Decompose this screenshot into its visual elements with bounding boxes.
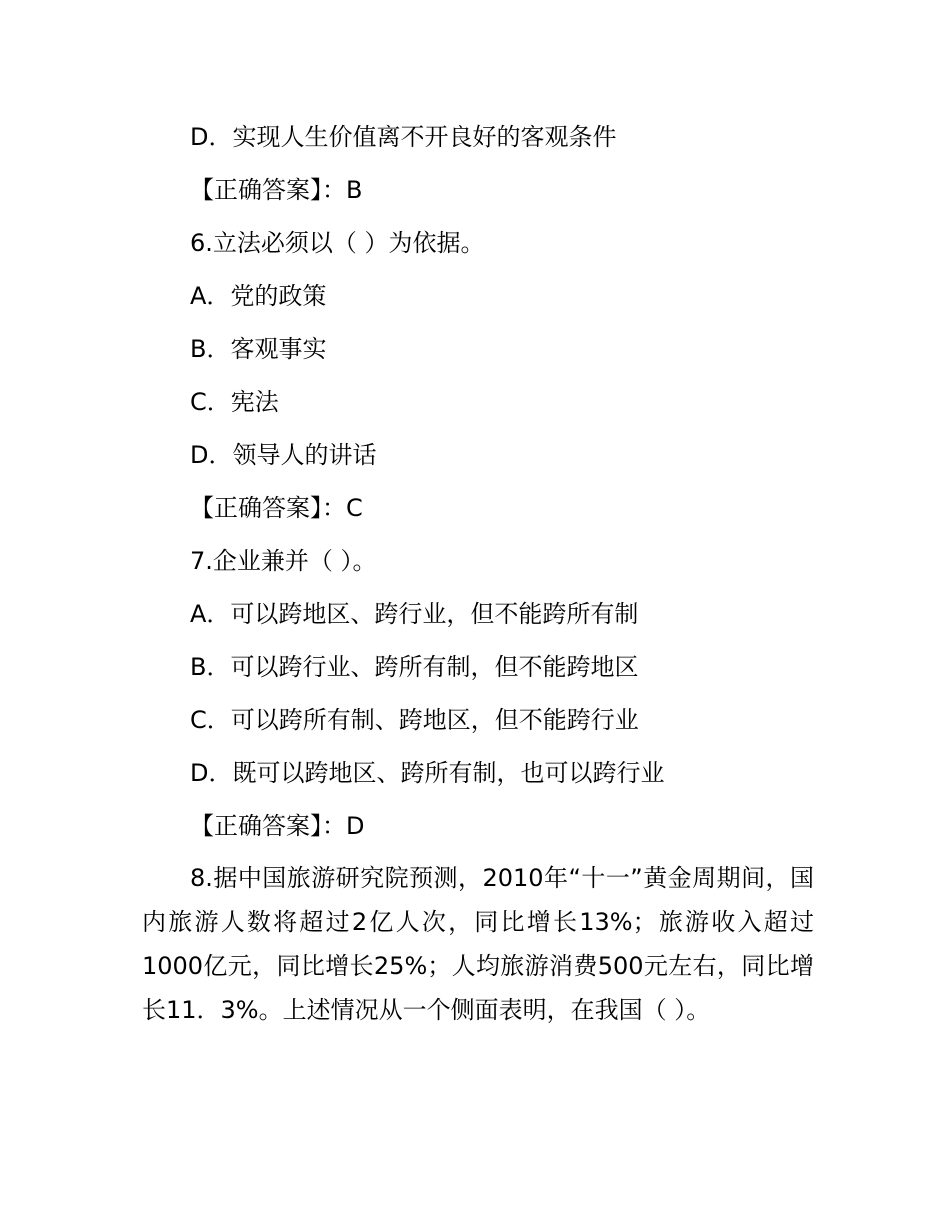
q6-option-a: A．党的政策 [190,282,327,310]
q7-option-d: D．既可以跨地区、跨所有制，也可以跨行业 [190,759,665,787]
q7-option-c: C．可以跨所有制、跨地区，但不能跨行业 [190,706,639,734]
q6-answer: 【正确答案】：C [190,494,363,522]
q6-option-d: D．领导人的讲话 [190,441,377,469]
q5-option-d: D．实现人生价值离不开良好的客观条件 [190,123,617,151]
q6-option-b: B．客观事实 [190,335,327,363]
q6-option-c: C．宪法 [190,388,279,416]
q7-option-b: B．可以跨行业、跨所有制，但不能跨地区 [190,653,639,681]
q6-question: 6.立法必须以（ ）为依据。 [190,229,485,257]
q8-question: 8.据中国旅游研究院预测，2010年“十一”黄金周期间，国内旅游人数将超过2亿人次，同比增长13%；旅游收入超过1000亿元，同比增长25%；人均旅游消费500元左右，同比增长11．3%。上述情况从一个侧面表明，在我国（ ）。 [142,864,814,1024]
q5-answer: 【正确答案】：B [190,176,363,204]
q7-option-a: A．可以跨地区、跨行业，但不能跨所有制 [190,600,639,628]
q7-question: 7.企业兼并（ ）。 [190,547,377,575]
q7-answer: 【正确答案】：D [190,812,365,840]
